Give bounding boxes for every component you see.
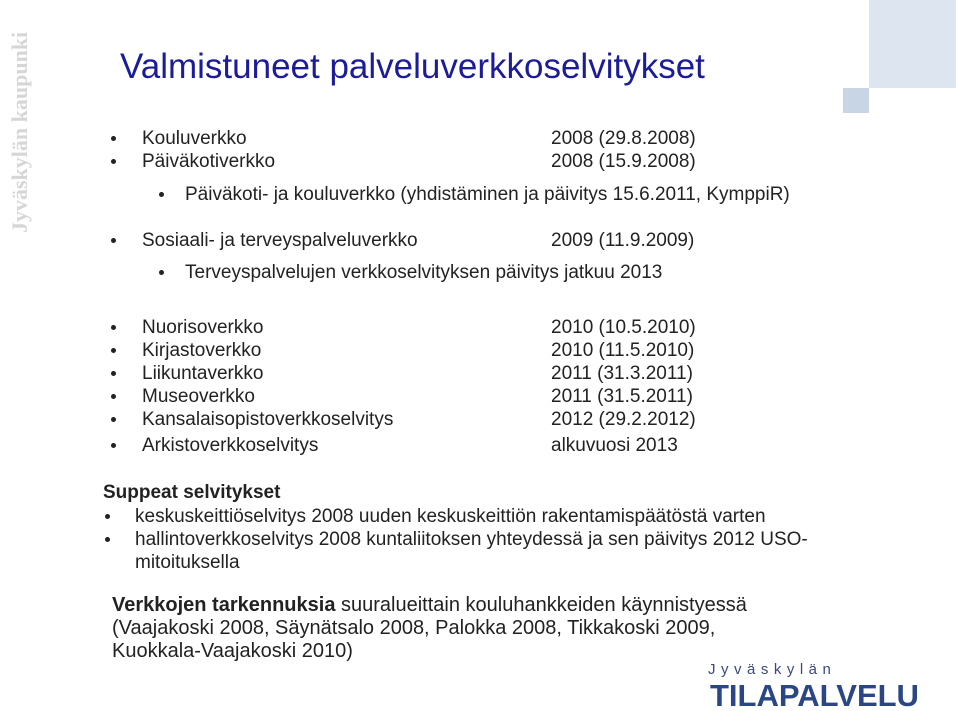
list-item: [0, 316, 960, 339]
bullet: [159, 270, 164, 275]
network-date: 2012 (29.2.2012): [551, 409, 696, 430]
list-item: [0, 385, 960, 408]
list-item: [0, 339, 960, 362]
city-watermark: Jyväskylän kaupunki: [7, 31, 32, 233]
network-date: 2008 (29.8.2008): [551, 128, 696, 149]
network-date: 2011 (31.3.2011): [551, 363, 693, 384]
network-date: 2011 (31.5.2011): [551, 386, 693, 407]
list-item: [0, 229, 960, 252]
network-date: 2010 (11.5.2010): [551, 340, 695, 361]
bullet: [111, 394, 116, 399]
study-text: hallintoverkkoselvitys 2008 kuntaliitoksen yhteydessä ja sen päivitys 2012 USO-: [135, 529, 808, 550]
study-text: keskuskeittiöselvitys 2008 uuden keskuskeittiön rakentamispäätöstä varten: [135, 506, 766, 527]
network-date: 2008 (15.9.2008): [551, 151, 696, 172]
network-date: alkuvuosi 2013: [551, 435, 678, 456]
bullet: [111, 238, 116, 243]
network-name: Museoverkko: [142, 386, 255, 407]
network-name: Sosiaali- ja terveyspalveluverkko: [142, 230, 418, 251]
list-item-continuation: [0, 551, 960, 574]
network-name: Kirjastoverkko: [142, 340, 262, 361]
refinements-text: Kuokkala-Vaajakoski 2010): [112, 640, 353, 662]
refinements-lead: Verkkojen tarkennuksia: [112, 594, 336, 616]
bullet: [111, 417, 116, 422]
bullet: [105, 514, 110, 519]
network-name: Kouluverkko: [142, 128, 247, 149]
list-item: [0, 127, 960, 150]
bullet: [111, 443, 116, 448]
list-item: [0, 362, 960, 385]
decor-square-small: [843, 88, 869, 113]
study-text: mitoituksella: [135, 552, 240, 573]
refinements-line: [112, 617, 960, 640]
bullet: [111, 136, 116, 141]
logo-name-text: TILAPALVELU: [710, 681, 919, 710]
network-name: Päiväkotiverkko: [142, 151, 276, 172]
bullet: [111, 371, 116, 376]
list-item: [0, 505, 960, 528]
network-note: Terveyspalvelujen verkkoselvityksen päivitys jatkuu 2013: [185, 262, 663, 283]
network-date: 2010 (10.5.2010): [551, 317, 696, 338]
network-name: Nuorisoverkko: [142, 317, 264, 338]
sub-list-item: [0, 183, 960, 206]
list-item: [0, 434, 960, 457]
bullet: [105, 537, 110, 542]
bullet: [111, 348, 116, 353]
list-item: [0, 528, 960, 551]
refinements-text: suuralueittain kouluhankkeiden käynnistyessä: [341, 594, 747, 616]
network-name: Liikuntaverkko: [142, 363, 264, 384]
bullet: [159, 192, 164, 197]
slide-title: Valmistuneet palveluverkkoselvitykset: [120, 47, 705, 86]
refinements-line: [112, 594, 960, 617]
list-item: [0, 408, 960, 431]
list-item: [0, 150, 960, 173]
section-heading-row: [0, 481, 960, 504]
logo-city-text: Jyväskylän: [708, 661, 837, 678]
bullet: [111, 325, 116, 330]
network-note: Päiväkoti- ja kouluverkko (yhdistäminen ja päivitys 15.6.2011, KymppiR): [185, 184, 790, 205]
sub-list-item: [0, 261, 960, 284]
network-name: Kansalaisopistoverkkoselvitys: [142, 409, 394, 430]
network-date: 2009 (11.9.2009): [551, 230, 695, 251]
refinements-text: (Vaajakoski 2008, Säynätsalo 2008, Palokka 2008, Tikkakoski 2009,: [112, 617, 716, 639]
section-heading: Suppeat selvitykset: [103, 482, 281, 503]
bullet: [111, 159, 116, 164]
decor-square-large: [869, 0, 956, 88]
network-name: Arkistoverkkoselvitys: [142, 435, 319, 456]
